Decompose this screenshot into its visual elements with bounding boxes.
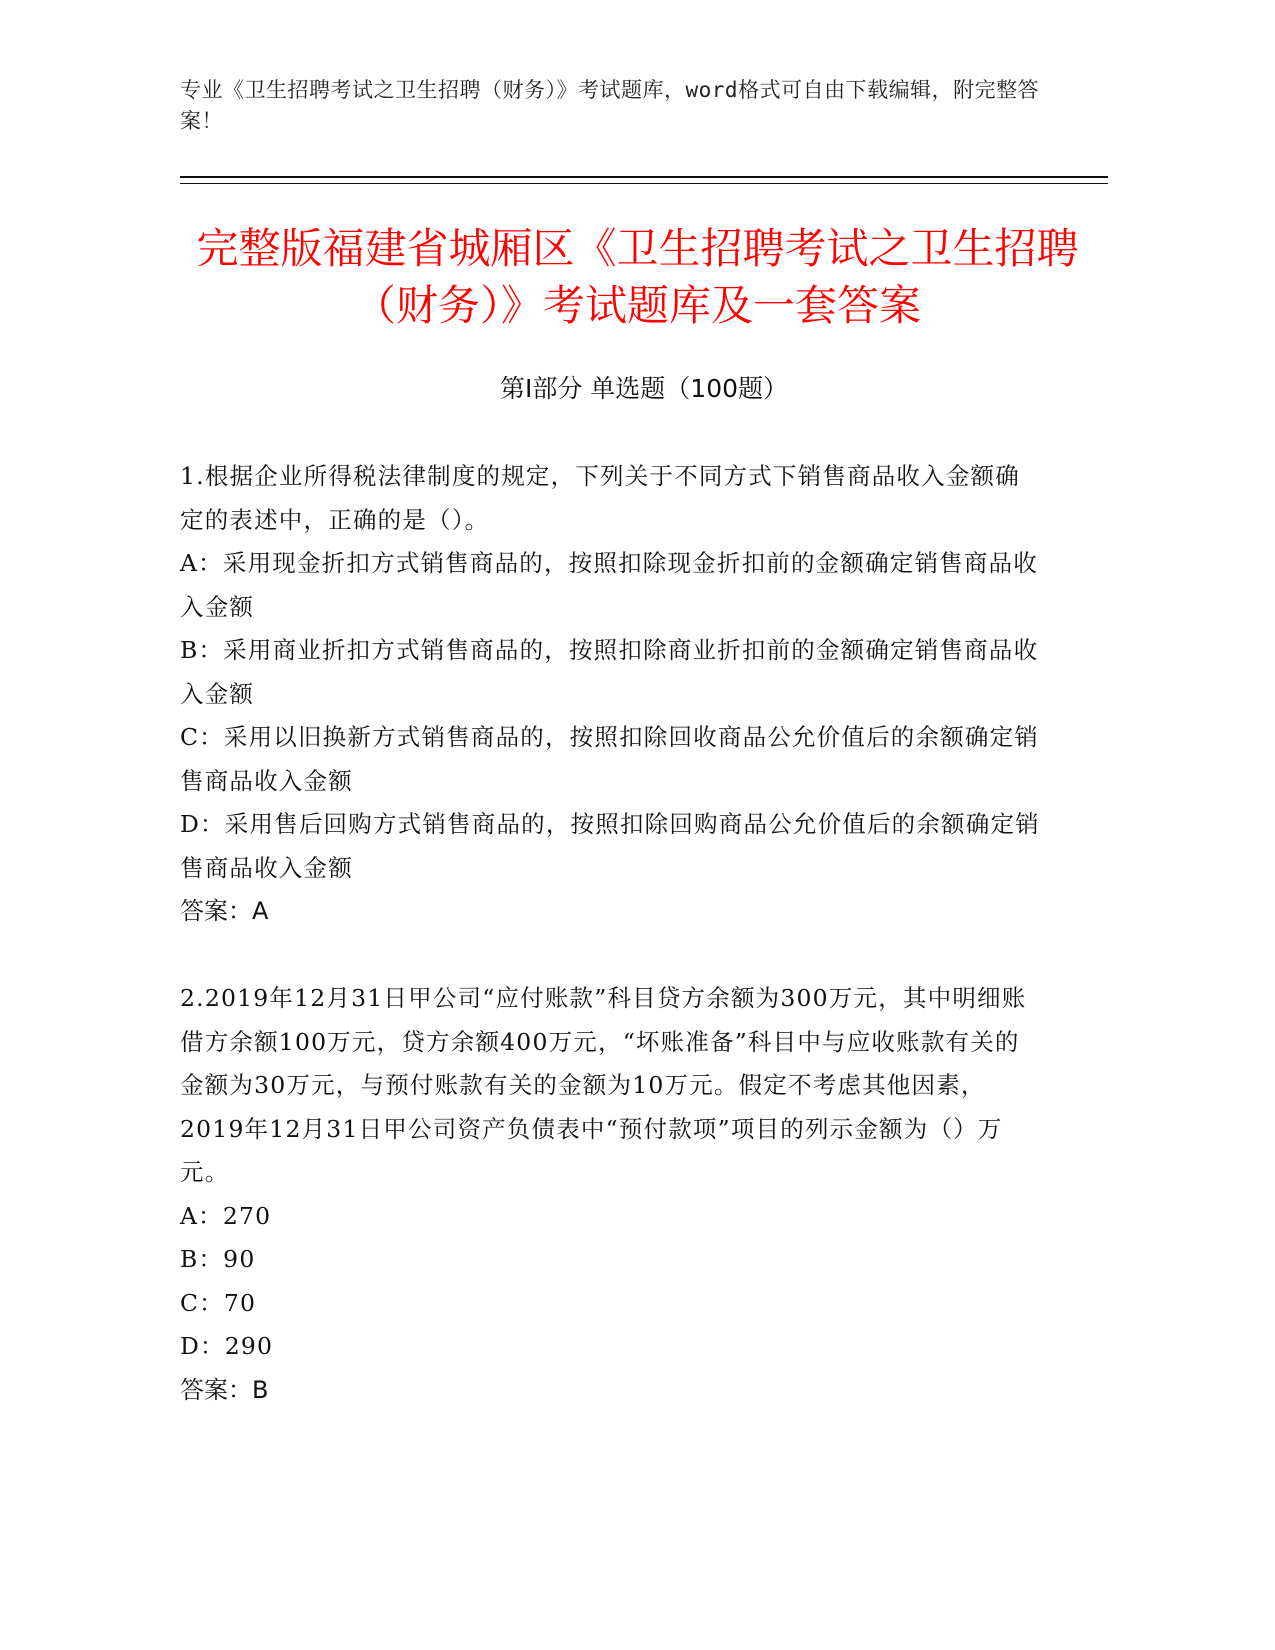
answer: 答案：B (180, 1375, 269, 1404)
question-2 (180, 977, 1040, 1412)
option-c: C：70 (180, 1288, 257, 1317)
answer: 答案：A (180, 897, 269, 925)
question-stem: 1.根据企业所得税法律制度的规定，下列关于不同方式下销售商品收入金额确定的表述中，正确的是（）。 (180, 462, 1020, 534)
header-note: 专业《卫生招聘考试之卫生招聘（财务）》考试题库，word格式可自由下载编辑，附完整答案！ (180, 78, 1040, 133)
question-1 (180, 455, 1040, 934)
option-d: D：290 (180, 1332, 274, 1360)
option-c: C：采用以旧换新方式销售商品的，按照扣除回收商品公允价值后的余额确定销售商品收入金额 (180, 723, 1039, 795)
option-b: B：采用商业折扣方式销售商品的，按照扣除商业折扣前的金额确定销售商品收入金额 (180, 636, 1039, 708)
question-stem: 2.2019年12月31日甲公司“应付账款”科目贷方余额为300万元，其中明细账借方余额100万元，贷方余额400万元，“坏账准备”科目中与应收账款有关的金额为30万元，与预付账款有关的金额为10万元。假定不考虑其他因素，2019年12月31日甲公司资产负债表中“预付款项”项目的列示金额为（）万元。 (180, 984, 1027, 1186)
section-heading: 第I部分 单选题（100题） (499, 374, 789, 403)
document-title: 完整版福建省城厢区《卫生招聘考试之卫生招聘（财务）》考试题库及一套答案 (196, 224, 1079, 330)
option-a: A：采用现金折扣方式销售商品的，按照扣除现金折扣前的金额确定销售商品收入金额 (180, 549, 1038, 621)
option-a: A：270 (180, 1201, 272, 1230)
header-rule-thin (180, 183, 1108, 184)
option-b: B：90 (180, 1245, 256, 1273)
option-d: D：采用售后回购方式销售商品的，按照扣除回购商品公允价值后的余额确定销售商品收入金额 (180, 810, 1040, 882)
header-rule-thick (180, 176, 1108, 178)
